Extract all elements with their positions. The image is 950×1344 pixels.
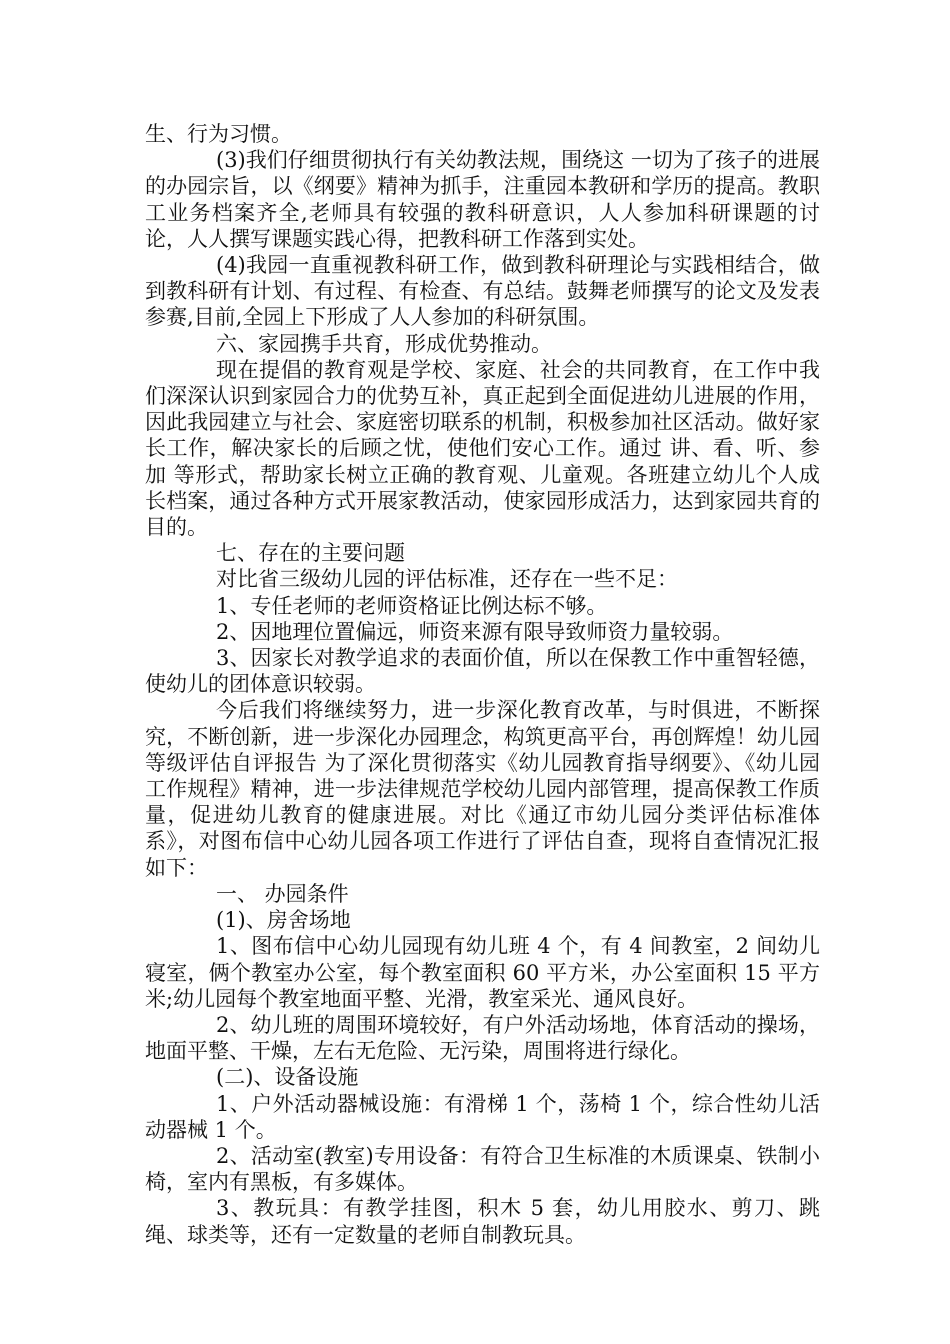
paragraph: 今后我们将继续努力，进一步深化教育改革，与时俱进，不断探究，不断创新，进一步深化办园理念，构筑更高平台，再创辉煌！幼儿园等级评估自评报告 为了深化贯彻落实《幼儿园教育指导纲要》、《幼儿园工作规程》精神，进一步法律规范学校幼儿园内部管理，提高保教工作质量，促进幼儿教育的健康进展。对比《通辽市幼儿园分类评估标准体系》，对图布信中心幼儿园各项工作进行了评估自查，现将自查情况汇报如下： [145,698,820,880]
document-body [145,121,820,1248]
paragraph: 现在提倡的教育观是学校、家庭、社会的共同教育，在工作中我们深深认识到家园合力的优势互补，真正起到全面促进幼儿进展的作用，因此我园建立与社会、家庭密切联系的机制，积极参加社区活动。做好家长工作，解决家长的后顾之忧，使他们安心工作。通过 讲、看、听、参加 等形式，帮助家长树立正确的教育观、儿童观。各班建立幼儿个人成长档案，通过各种方式开展家教活动，使家园形成活力，达到家园共育的目的。 [145,357,820,540]
subsection-heading: (1)、房舍场地 [216,908,351,933]
list-item: 3、因家长对教学追求的表面价值，所以在保教工作中重智轻德，使幼儿的团体意识较弱。 [145,646,820,697]
list-item: 1、专任老师的老师资格证比例达标不够。 [216,593,608,618]
paragraph: 对比省三级幼儿园的评估标准，还存在一些不足： [216,567,678,592]
section-heading: 六、家园携手共育，形成优势推动。 [216,331,552,356]
list-item: 2、幼儿班的周围环境较好，有户外活动场地，体育活动的操场，地面平整、干燥，左右无危险、无污染，周围将进行绿化。 [145,1012,820,1064]
paragraph: 生、行为习惯。 [145,122,292,146]
section-heading: 一、 办园条件 [216,881,349,906]
list-item: 3、教玩具：有教学挂图，积木 5 套，幼儿用胶水、剪刀、跳绳、球类等，还有一定数量的老师自制教玩具。 [145,1196,820,1247]
list-item: 1、户外活动器械设施：有滑梯 1 个，荡椅 1 个，综合性幼儿活动器械 1 个。 [145,1091,820,1142]
subsection-heading: (二)、设备设施 [216,1065,359,1090]
paragraph: (3)我们仔细贯彻执行有关幼教法规，围绕这 一切为了孩子的进展 的办园宗旨，以《纲要》精神为抓手，注重园本教研和学历的提高。教职工业务档案齐全,老师具有较强的教科研意识，人人参加科研课题的讨论，人人撰写课题实践心得，把教科研工作落到实处。 [145,148,820,251]
list-item: 2、活动室(教室)专用设备：有符合卫生标准的木质课桌、铁制小椅，室内有黑板，有多媒体。 [145,1143,820,1195]
list-item: 2、因地理位置偏远，师资来源有限导致师资力量较弱。 [216,619,734,644]
section-heading: 七、存在的主要问题 [216,541,405,566]
list-item: 1、图布信中心幼儿园现有幼儿班 4 个，有 4 间教室，2 间幼儿寝室，俩个教室办公室，每个教室面积 60 平方米，办公室面积 15 平方米;幼儿园每个教室地面平整、光滑，教室采光、通风良好。 [145,934,820,1011]
paragraph: (4)我园一直重视教科研工作，做到教科研理论与实践相结合，做到教科研有计划、有过程、有检查、有总结。鼓舞老师撰写的论文及发表参赛,目前,全园上下形成了人人参加的科研氛围。 [145,253,820,330]
